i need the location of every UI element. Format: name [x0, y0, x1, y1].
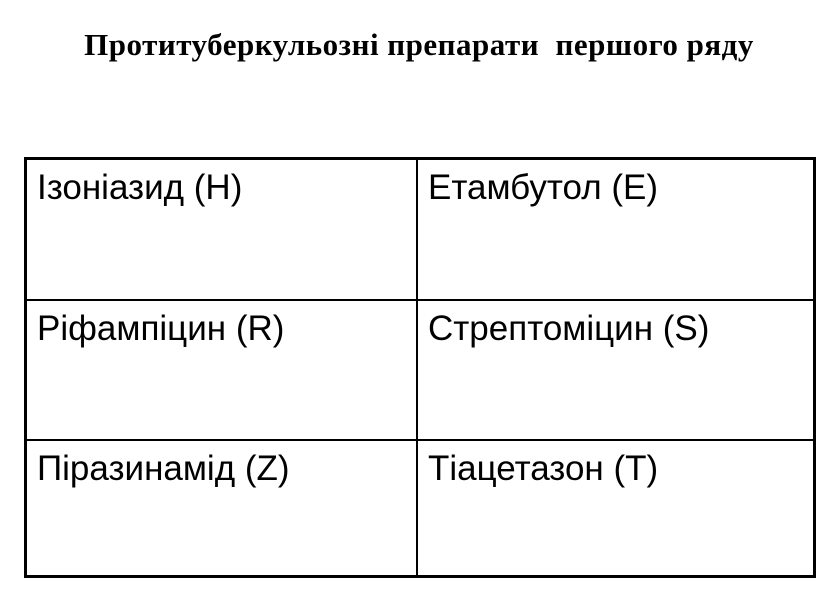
table-cell-ethambutol: Етамбутол (E): [418, 160, 813, 301]
table-cell-pyrazinamide: Піразинамід (Z): [27, 441, 418, 575]
table-cell-rifampicin: Ріфампіцин (R): [27, 301, 418, 441]
table-cell-thioacetazone: Тіацетазон (T): [418, 441, 813, 575]
first-line-drugs-table: [24, 157, 816, 578]
table-cell-streptomycin: Стрептоміцин (S): [418, 301, 813, 441]
table-cell-isoniazid: Ізоніазид (H): [27, 160, 418, 301]
page-title: Протитуберкульозні препарати першого ряду: [84, 27, 754, 62]
